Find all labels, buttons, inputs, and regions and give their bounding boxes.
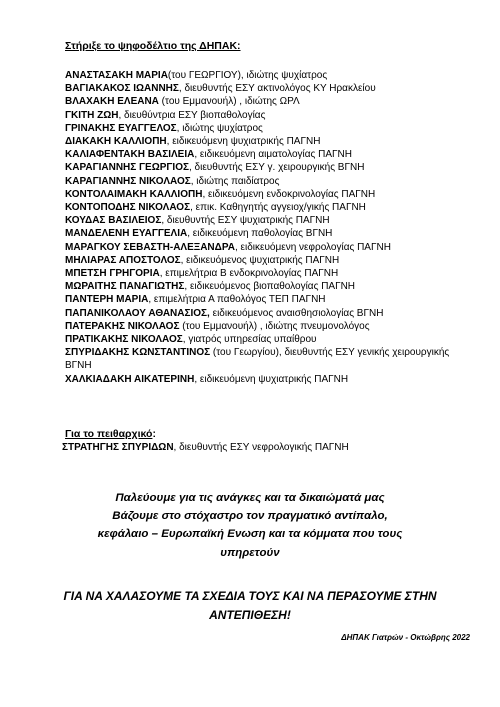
supporter-item [65, 95, 475, 108]
supporter-description: , ειδικευόμενος βιοπαθολογίας ΠΑΓΝΗ [184, 281, 356, 293]
supporter-name: ΚΑΡΑΓΙΑΝΝΗΣ ΝΙΚΟΛΑΟΣ [65, 175, 191, 187]
supporter-name: ΠΡΑΤΙΚΑΚΗΣ ΝΙΚΟΛΑΟΣ [65, 334, 183, 346]
supporter-item [65, 254, 475, 267]
supporters-heading: Στήριξε το ψηφοδέλτιο της ΔΗΠΑΚ: [65, 40, 241, 52]
supporter-item [65, 320, 475, 333]
supporter-description: , επιμελήτρια Α παθολόγος ΤΕΠ ΠΑΓΝΗ [148, 294, 326, 306]
supporter-description: , ειδικευόμενη ψυχιατρικής ΠΑΓΝΗ [166, 136, 321, 148]
cta-line: ΓΙΑ ΝΑ ΧΑΛΑΣΟΥΜΕ ΤΑ ΣΧΕΔΙΑ ΤΟΥΣ ΚΑΙ ΝΑ ΠΕΡΑΣΟΥΜΕ ΣΤΗΝ [63, 589, 437, 603]
supporter-description: (του Εμμανουήλ) , ιδιώτης πνευμονολόγος [179, 320, 370, 332]
supporter-name: ΜΩΡΑΙΤΗΣ ΠΑΝΑΓΙΩΤΗΣ [65, 281, 185, 293]
supporter-name: ΓΡΙΝΑΚΗΣ ΕΥΑΓΓΕΛΟΣ [65, 122, 177, 134]
supporter-item [65, 109, 475, 122]
supporter-name: ΚΑΡΑΓΙΑΝΝΗΣ ΓΕΩΡΓΙΟΣ [65, 162, 189, 174]
supporter-item [65, 293, 475, 306]
supporter-description: , γιατρός υπηρεσίας υπαίθρου [182, 334, 317, 346]
supporter-item [65, 82, 475, 95]
supporter-description: , ειδικευόμενη ψυχιατρικής ΠΑΓΝΗ [194, 373, 349, 385]
supporter-description: , ειδικευόμενη νεφρολογίας ΠΑΓΝΗ [234, 241, 391, 253]
supporter-name: ΒΑΓΙΑΚΑΚΟΣ ΙΩΑΝΝΗΣ [65, 83, 179, 95]
supporter-name: ΔΙΑΚΑΚΗ ΚΑΛΛΙΟΠΗ [65, 136, 167, 148]
cta-line: ΑΝΤΕΠΙΘΕΣΗ! [209, 607, 291, 622]
supporter-item [65, 373, 475, 386]
disciplinary-entry [62, 442, 349, 453]
supporter-item [65, 333, 475, 346]
supporter-item [65, 280, 475, 293]
supporter-name: ΣΠΥΡΙΔΑΚΗΣ ΚΩΝΣΤΑΝΤΙΝΟΣ [65, 347, 211, 359]
supporter-name: ΓΚΙΤΗ ΖΩΗ [65, 109, 119, 121]
call-to-action [20, 587, 480, 624]
supporter-description: , ειδικευόμενος ψυχιατρικής ΠΑΓΝΗ [180, 254, 340, 266]
supporter-name: ΠΑΤΕΡΑΚΗΣ ΝΙΚΟΛΑΟΣ [65, 320, 180, 332]
slogan-line: υπηρετούν [220, 546, 280, 559]
supporter-name: ΚΟΥΔΑΣ ΒΑΣΙΛΕΙΟΣ [65, 215, 162, 227]
supporter-description: , ειδικευόμενη αιματολογίας ΠΑΓΝΗ [194, 149, 352, 161]
slogan-line: Παλεύουμε για τις ανάγκες και τα δικαιώματά μας [115, 492, 385, 504]
supporter-item [65, 214, 475, 227]
disciplinary-heading [65, 428, 156, 440]
supporter-description: , διευθύντρια ΕΣΥ βιοπαθολογίας [118, 109, 266, 121]
supporter-description: , επικ. Καθηγητής αγγειοχ/γικής ΠΑΓΝΗ [190, 202, 366, 214]
supporter-description: (του Εμμανουήλ) , ιδιώτης ΩΡΛ [158, 96, 300, 108]
disciplinary-heading-text: Για το πειθαρχικό [65, 428, 153, 440]
supporter-name: ΜΗΛΙΑΡΑΣ ΑΠΟΣΤΟΛΟΣ [65, 254, 181, 266]
supporter-item [65, 161, 475, 174]
supporter-name: ΧΑΛΚΙΑΔΑΚΗ ΑΙΚΑΤΕΡΙΝΗ [65, 373, 195, 385]
supporter-item [65, 241, 475, 254]
disciplinary-description: , διευθυντής ΕΣΥ νεφρολογικής ΠΑΓΝΗ [173, 442, 349, 453]
supporter-name: ΚΑΛΙΑΦΕΝΤΑΚΗ ΒΑΣΙΛΕΙΑ [65, 149, 195, 161]
supporter-item [65, 346, 475, 372]
supporter-description: (του Γεωργίου), διευθυντής ΕΣΥ γενικής χειρουργικής ΒΓΝΗ [65, 347, 450, 372]
disciplinary-heading-colon: : [152, 428, 156, 440]
supporter-name: ΜΑΡΑΓΚΟΥ ΣΕΒΑΣΤΗ-ΑΛΕΞΑΝΔΡΑ [65, 241, 235, 253]
supporter-name: ΒΛΑΧΑΚΗ ΕΛΕΑΝΑ [65, 96, 159, 108]
supporter-description: , διευθυντής ΕΣΥ ψυχιατρικής ΠΑΓΝΗ [161, 215, 330, 227]
disciplinary-name: ΣΤΡΑΤΗΓΗΣ ΣΠΥΡΙΔΩΝ [62, 442, 174, 453]
supporter-name: ΜΠΕΤΣΗ ΓΡΗΓΟΡΙΑ [65, 268, 160, 280]
supporter-description: , επιμελήτρια Β ενδοκρινολογίας ΠΑΓΝΗ [159, 268, 339, 280]
supporter-name: ΚΟΝΤΟΛΑΙΜΑΚΗ ΚΑΛΛΙΟΠΗ [65, 188, 203, 200]
supporter-item [65, 188, 475, 201]
slogan-block [40, 489, 460, 562]
supporter-description: , ιδιώτης ψυχίατρος [176, 122, 263, 134]
supporter-name: ΠΑΝΤΕΡΗ ΜΑΡΙΑ [65, 294, 149, 306]
supporter-description: , ειδικευόμενη ενδοκρινολογίας ΠΑΓΝΗ [202, 188, 376, 200]
supporter-item [65, 201, 475, 214]
supporter-name: ΠΑΠΑΝΙΚΟΛΑΟΥ ΑΘΑΝΑΣΙΟΣ, [65, 307, 210, 319]
slogan-line: Βάζουμε στο στόχαστρο τον πραγματικό αντίπαλο, [112, 510, 388, 523]
supporter-name: ΜΑΝΔΕΛΕΝΗ ΕΥΑΓΓΕΛΙΑ [65, 228, 188, 240]
supporter-description: , ειδικευόμενη παθολογίας ΒΓΝΗ [187, 228, 333, 240]
supporter-item [65, 267, 475, 280]
supporter-item [65, 148, 475, 161]
supporter-item [65, 122, 475, 135]
supporter-item [65, 135, 475, 148]
supporters-list [65, 69, 475, 386]
supporter-description: , ιδιώτης παιδίατρος [190, 175, 280, 187]
supporter-description: ειδικευόμενος αναισθησιολογίας ΒΓΝΗ [209, 307, 384, 319]
signature: ΔΗΠΑΚ Γιατρών - Οκτώβρης 2022 [341, 633, 470, 642]
supporter-item [65, 227, 475, 240]
slogan-line: κεφάλαιο – Ευρωπαϊκή Ενωση και τα κόμματα που τους [97, 528, 403, 541]
supporter-item [65, 69, 475, 82]
supporter-description: (του ΓΕΩΡΓΙΟΥ), ιδιώτης ψυχίατρος [167, 70, 328, 81]
supporter-description: , διευθυντής ΕΣΥ ακτινολόγος ΚΥ Ηρακλείου [178, 83, 376, 95]
supporter-item [65, 175, 475, 188]
supporter-item [65, 307, 475, 320]
supporter-name: ΑΝΑΣΤΑΣΑΚΗ ΜΑΡΙΑ [65, 70, 168, 81]
supporter-description: , διευθυντής ΕΣΥ γ. χειρουργικής ΒΓΝΗ [188, 162, 365, 174]
supporter-name: ΚΟΝΤΟΠΟΔΗΣ ΝΙΚΟΛΑΟΣ [65, 202, 191, 214]
